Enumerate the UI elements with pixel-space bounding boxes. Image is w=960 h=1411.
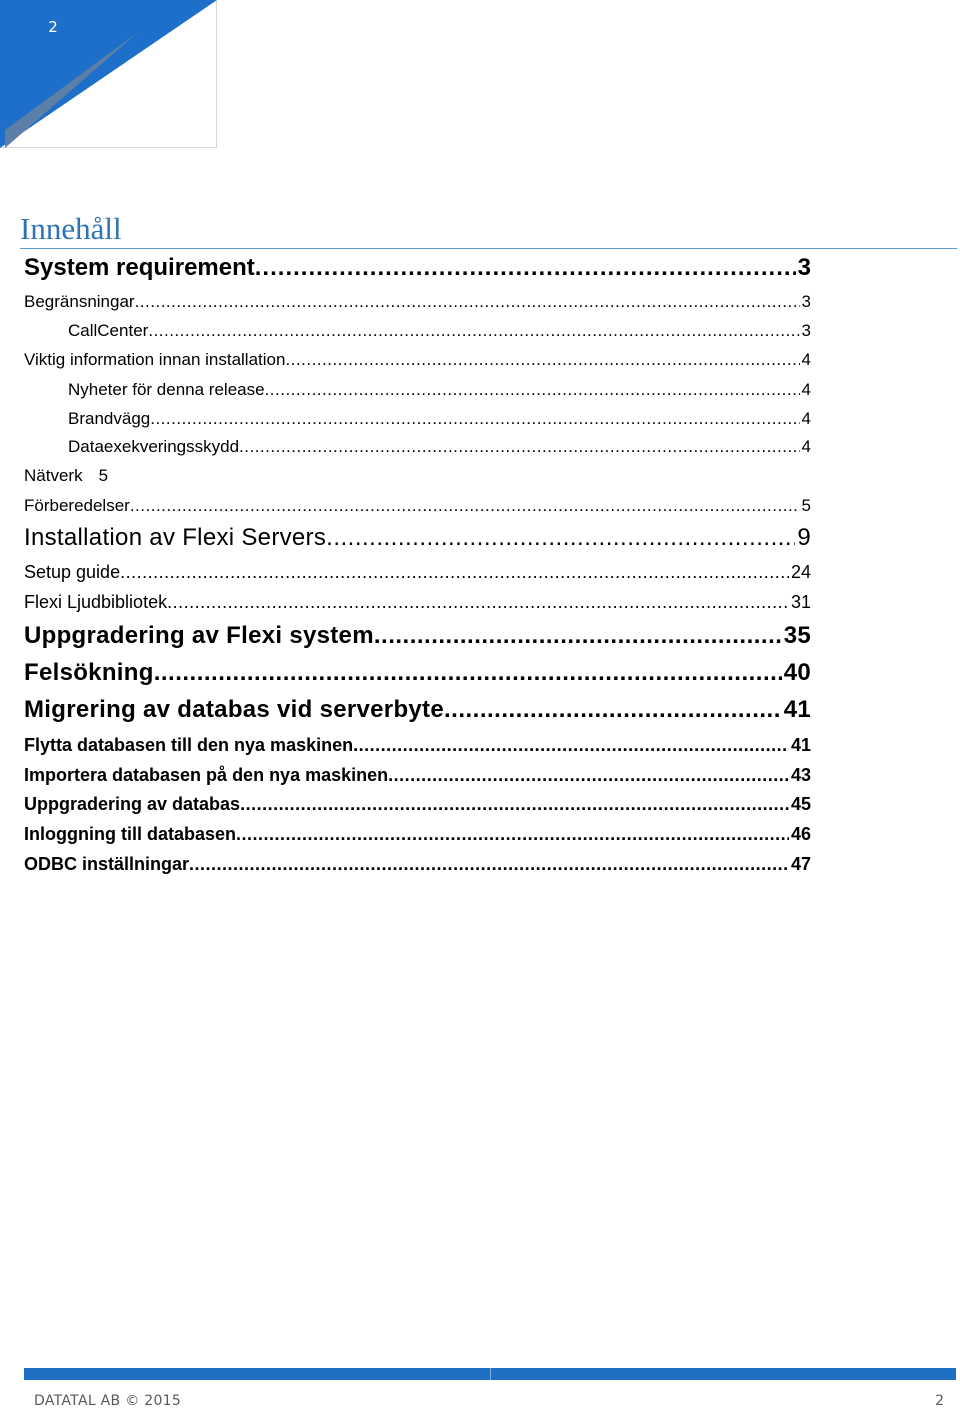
toc-leader (326, 524, 795, 552)
toc-entry-text: CallCenter (68, 321, 149, 340)
toc-entry-page: 4 (801, 437, 811, 456)
header-triangle-graphic (0, 0, 217, 148)
title-rule (20, 248, 957, 249)
toc-entry[interactable] (24, 409, 811, 429)
toc-entry-text: Importera databasen på den nya maskinen (24, 765, 389, 785)
toc-leader (388, 765, 789, 786)
toc-entry-page: 47 (790, 854, 811, 874)
toc-entry-page: 46 (790, 824, 811, 844)
toc-entry-text: Installation av Flexi Servers (24, 524, 327, 551)
toc-entry-page: 43 (790, 765, 811, 785)
toc-entry-page: 3 (797, 254, 811, 281)
toc-entry[interactable] (24, 466, 811, 486)
footer-page-number: 2 (935, 1393, 944, 1409)
toc-leader (353, 735, 789, 756)
toc-entry[interactable] (24, 292, 811, 312)
toc-entry[interactable] (24, 622, 811, 650)
toc-entry-page: 5 (98, 466, 109, 485)
toc-entry-page: 45 (790, 794, 811, 814)
toc-entry-text: System requirement (24, 254, 255, 281)
toc-entry-text: Flytta databasen till den nya maskinen (24, 735, 354, 755)
toc-entry-page: 5 (801, 496, 811, 515)
toc-entry[interactable] (24, 321, 811, 341)
toc-leader (265, 380, 800, 400)
toc-entry-page: 35 (783, 622, 811, 649)
toc-leader (189, 854, 789, 875)
toc-entry-text: Flexi Ljudbibliotek (24, 592, 168, 612)
toc-leader (240, 794, 789, 815)
toc-entry-text: Inloggning till databasen (24, 824, 237, 844)
toc-leader (135, 292, 800, 312)
toc-entry-page: 41 (790, 735, 811, 755)
toc-entry[interactable] (24, 824, 811, 845)
toc-leader (239, 437, 800, 457)
toc-entry-text: Uppgradering av Flexi system (24, 622, 374, 649)
toc-entry-page: 24 (790, 562, 811, 582)
toc-entry-text: Brandvägg (68, 409, 151, 428)
toc-entry-page: 41 (783, 696, 811, 723)
toc-leader (285, 350, 799, 370)
toc-leader (148, 321, 799, 341)
toc-leader (130, 496, 800, 516)
toc-entry-text: ODBC inställningar (24, 854, 190, 874)
toc-leader (150, 409, 799, 429)
toc-entry[interactable] (24, 854, 811, 875)
toc-entry-page: 31 (790, 592, 811, 612)
toc-entry[interactable] (24, 696, 811, 724)
header-page-number: 2 (48, 18, 58, 36)
toc-entry-text: Migrering av databas vid serverbyte (24, 696, 444, 723)
toc-entry[interactable] (24, 437, 811, 457)
toc-entry[interactable] (24, 794, 811, 815)
footer-company: DATATAL AB © 2015 (34, 1393, 182, 1409)
toc-entry-page: 3 (801, 321, 811, 340)
toc-entry[interactable] (24, 562, 811, 583)
toc-entry-text: Nyheter för denna release (68, 380, 265, 399)
toc-entry-text: Nätverk (24, 466, 83, 485)
toc-leader (154, 659, 782, 687)
toc-entry-page: 4 (801, 380, 811, 399)
toc-entry[interactable] (24, 735, 811, 756)
toc-leader (167, 592, 789, 613)
toc-entry-page: 4 (801, 350, 811, 369)
toc-entry[interactable] (24, 380, 811, 400)
toc-entry-text: Uppgradering av databas (24, 794, 241, 814)
toc-leader (236, 824, 789, 845)
toc-entry-text: Setup guide (24, 562, 121, 582)
toc-entry[interactable] (24, 350, 811, 370)
toc-entry-page: 4 (801, 409, 811, 428)
toc-entry-text: Dataexekveringsskydd (68, 437, 240, 456)
toc-entry-text: Viktig information innan installation (24, 350, 286, 369)
toc-entry[interactable] (24, 592, 811, 613)
toc-entry[interactable] (24, 254, 811, 282)
toc-leader (255, 254, 796, 282)
footer-bar (24, 1368, 956, 1380)
toc-entry[interactable] (24, 496, 811, 516)
toc-entry[interactable] (24, 659, 811, 687)
toc-leader (120, 562, 789, 583)
toc-entry-page: 3 (801, 292, 811, 311)
toc-title: Innehåll (20, 211, 122, 246)
toc-leader (374, 622, 782, 650)
toc-entry-text: Begränsningar (24, 292, 135, 311)
toc-entry-page: 40 (783, 659, 811, 686)
toc-entry-page: 9 (797, 524, 811, 551)
header-triangle-primary (0, 0, 217, 148)
toc-entry[interactable] (24, 765, 811, 786)
toc-entry-text: Felsökning (24, 659, 154, 686)
toc-entry-text: Förberedelser (24, 496, 130, 515)
toc-entry[interactable] (24, 524, 811, 552)
toc-leader (444, 696, 782, 724)
